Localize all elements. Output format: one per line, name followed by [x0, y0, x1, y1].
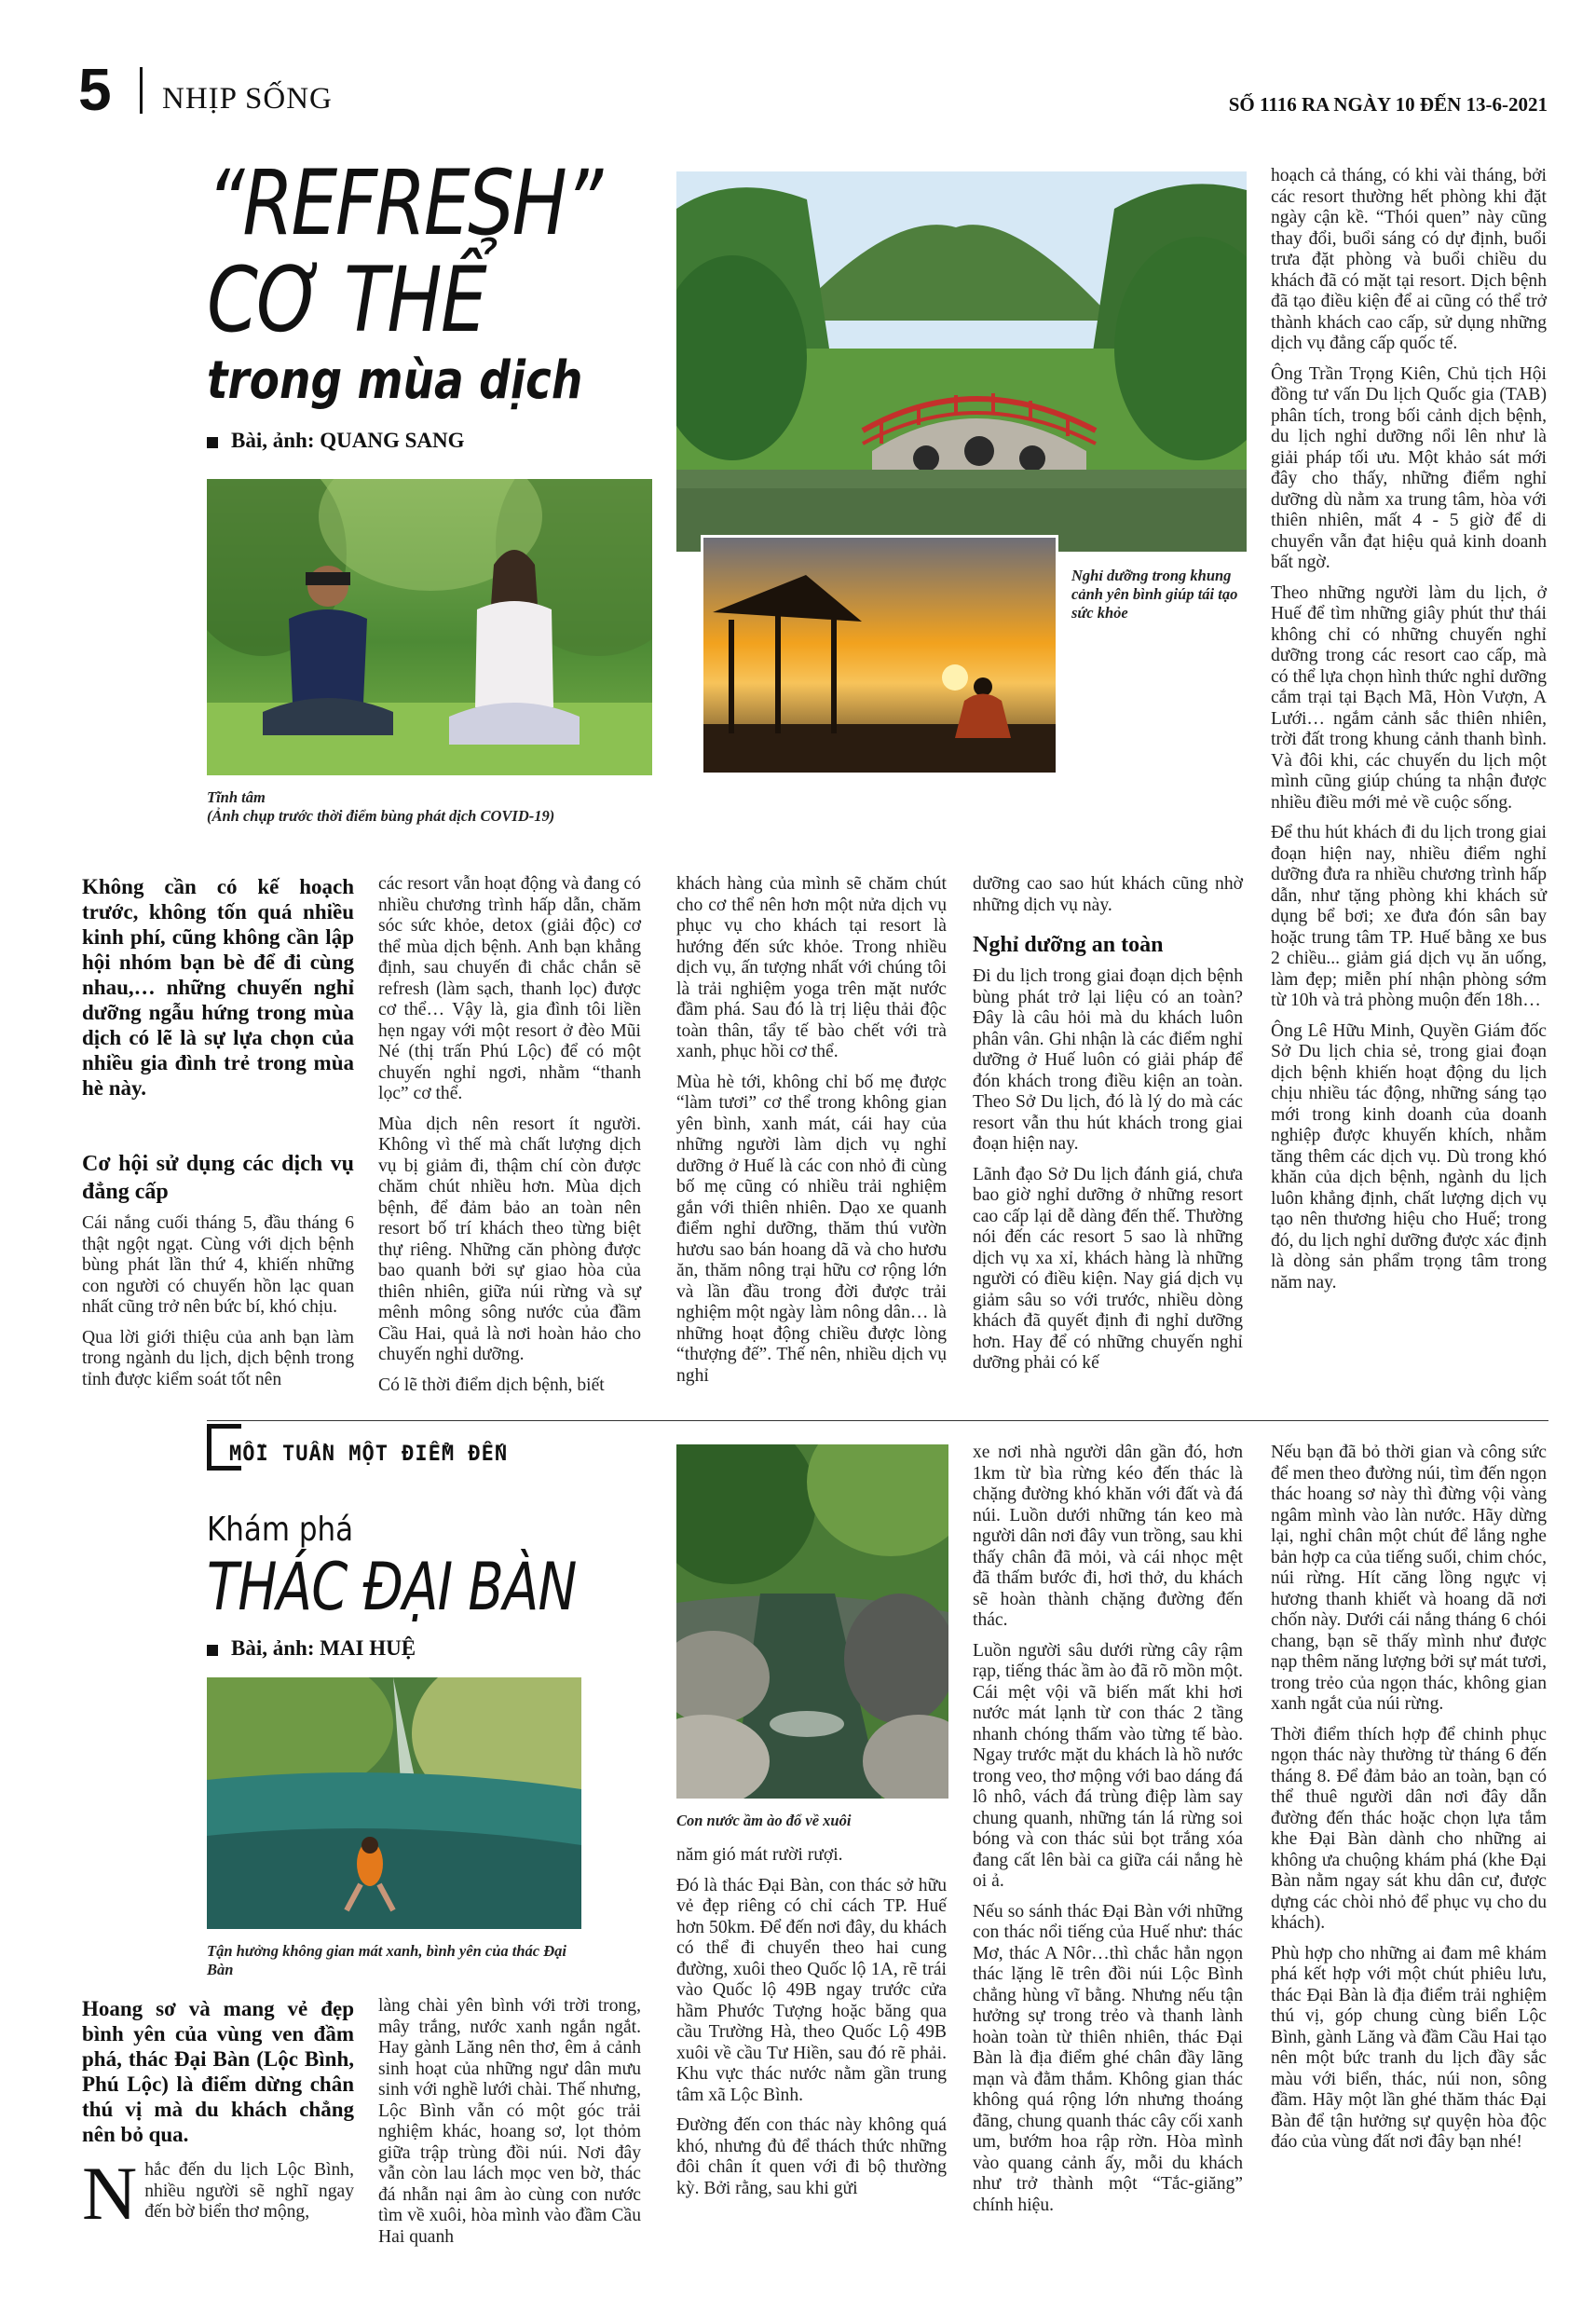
caption-stream: Con nước ầm ào đổ về xuôi — [676, 1812, 852, 1829]
byline-square-icon — [207, 1645, 218, 1656]
dropcap: N — [82, 2151, 138, 2236]
article2-column-2: làng chài yên bình với trời trong, mây trắng, nước xanh ngắn ngắt. Hay gành Lăng nên thơ, êm ả cảnh sinh hoạt của những ngư dân mưu sinh với nghề lưới chài. Thế nhưng, Lộc Bình vẫn có một góc trải nghiệm khác, hoang sơ, lọt thỏm giữa trập trùng đồi núi. Nơi đây vẫn còn lau lách mọc ven bờ, thác đá nhẫn nại âm ào cùng con nước tìm về xuôi, hòa mình vào đầm Cầu Hai quanh — [378, 1996, 641, 2247]
article1-lead: Không cần có kế hoạch trước, không tốn quá nhiều kinh phí, cũng không cần lập hội nhóm bạn bè để đi cùng nhau,… những chuyến nghỉ dưỡng ngẫu hứng trong mùa dịch có lẽ là sự lựa chọn của nhiều gia đình trẻ trong mùa hè này. — [82, 875, 354, 1100]
photo-swimming — [207, 1677, 581, 1929]
byline-square-icon — [207, 437, 218, 448]
subhead-dich-vu-dang-cap: Cơ hội sử dụng các dịch vụ đẳng cấp — [82, 1152, 354, 1204]
article1-column-4: dưỡng cao sao hút khách cũng nhờ những dịch vụ này. Nghỉ dưỡng an toàn Đi du lịch trong giai đoạn dịch bệnh bùng phát trở lại liệu có an toàn? Đây là câu hỏi mà du khách luôn phân vân. Ghi nhận là các điểm nghỉ dưỡng ở Huế luôn có giải pháp để đón khách trong điều kiện an toàn. Theo Sở Du lịch, đó là lý do mà các resort vẫn thu hút khách trong giai đoạn hiện nay. Lãnh đạo Sở Du lịch đánh giá, chưa bao giờ nghỉ dưỡng ở những resort cao cấp lại dễ dàng đến thế. Thường nói đến các resort 5 sao là những dịch vụ xa xỉ, khách hàng là những người có điều kiện. Nay giá dịch vụ giảm sâu so với trước, nhiều dòng khách đã quyết định đi nghỉ dưỡng hơn. Hay để có những chuyến nghỉ dưỡng phải có kế — [973, 874, 1243, 1373]
title-line-co-the: CƠ THỂ — [207, 248, 486, 352]
caption-swimming: Tận hưởng không gian mát xanh, bình yên của thác Đại Bàn — [207, 1942, 566, 1978]
article1-column-5: hoạch cả tháng, có khi vài tháng, bởi các resort thường hết phòng khi đặt ngày cận kề. “Thói quen” này cũng thay đổi, buổi sáng có dự định, buổi trưa đặt phòng và buổi chiều du khách đã có mặt tại resort. Dịch bệnh đã tạo điều kiện để ai cũng có thể trở thành khách cao cấp, sử dụng những dịch vụ đẳng cấp quốc tế. Ông Trần Trọng Kiên, Chủ tịch Hội đồng tư vấn Du lịch Quốc gia (TAB) phân tích, trong bối cảnh dịch bệnh, du lịch nghỉ dưỡng nổi lên như là giải pháp tối ưu. Một khảo sát mới đây cho thấy, những điểm nghỉ dưỡng dù nằm xa trung tâm, hòa với thiên nhiên, mất 4 - 5 giờ để di chuyển vẫn đạt hiệu quả kinh doanh bất ngờ. Theo những người làm du lịch, ở Huế để tìm những giây phút thư thái không chỉ có những chuyến nghỉ dưỡng trong các resort cao cấp, mà có thể lựa chọn hình thức nghỉ dưỡng cắm trại tại Bạch Mã, Hòn Vượn, A Lưới… ngắm cảnh sắc thiên nhiên, trời đất trong khung cảnh thanh bình. Và đôi khi, các chuyến du lịch một mình cũng giúp chúng ta nhận được nhiều điều mới mẻ về cuộc sống. Để thu hút khách đi du lịch trong giai đoạn hiện nay, nhiều điểm nghỉ dưỡng đưa ra nhiều chương trình hấp dẫn, như tặng phòng khi khách sử dụng bể bơi; xe đưa đón sân bay hoặc trung tâm TP. Huế bằng xe bus 2 chiều... giảm giá dịch vụ ăn uống, làm đẹp; miễn phí nhận phòng sớm từ 10h và trả phòng muộn đến 18h… Ông Lê Hữu Minh, Quyền Giám đốc Sở Du lịch chia sẻ, trong giai đoạn dịch bệnh khiến hoạt động du lịch chịu nhiều tác động, những sáng tạo mới trong kinh doanh của doanh nghiệp được khuyến khích, nhằm tăng thêm các dịch vụ. Dù trong khó khăn của dịch bệnh, ngành du lịch luôn khẳng định, chất lượng dịch vụ tạo nên thương hiệu cho Huế; trong đó, du lịch nghỉ dưỡng được xác định là dòng sản phẩm trọng tâm trong năm nay. — [1271, 166, 1547, 1293]
article2-column-3: năm gió mát rười rượi. Đó là thác Đại Bàn, con thác sở hữu vẻ đẹp riêng có chỉ cách TP. Huế hơn 50km. Để đến nơi đây, du khách có thể đi chuyển theo hai cung đường, xuôi theo Quốc lộ 1A, rẽ trái vào Quốc lộ 49B ngay trước cửa hầm Phước Tượng hoặc băng qua cầu Trường Hà, theo Quốc Lộ 49B xuôi về cầu Tư Hiền, sau đó rẽ phải. Khu vực thác nước nằm gần trung tâm xã Lộc Bình. Đường đến con thác này không quá khó, nhưng đủ để thách thức những đôi chân ít quen với đi bộ thường kỳ. Bởi rằng, sau khi gửi — [676, 1845, 947, 2198]
page-header — [0, 0, 1596, 130]
title-line-mua-dich: trong mùa dịch — [207, 350, 583, 411]
byline: Bài, ảnh: QUANG SANG — [207, 429, 464, 453]
section-name: NHỊP SỐNG — [162, 82, 333, 116]
article-title — [207, 151, 673, 412]
article2-title — [207, 1510, 673, 1623]
caption-resort: Nghỉ dưỡng trong khung cảnh yên bình giúp tái tạo sức khỏe — [1071, 567, 1238, 622]
subhead-nghi-duong-an-toan: Nghỉ dưỡng an toàn — [973, 933, 1164, 957]
photo-resort-bridge — [676, 171, 1247, 552]
title-kham-pha: Khám phá — [207, 1511, 354, 1549]
photo-yoga — [207, 479, 652, 775]
title-thac-dai-ban: THÁC ĐẠI BÀN — [207, 1549, 577, 1625]
article1-column-1: Cơ hội sử dụng các dịch vụ đẳng cấp Cái nắng cuối tháng 5, đầu tháng 6 thật ngột ngạt. Cùng với dịch bệnh bùng phát lần thứ 4, khiến những con người có chuyến hồn lạc quan nhất cũng trở nên bức bí, khó chịu. Qua lời giới thiệu của anh bạn làm trong ngành du lịch, dịch bệnh trong tỉnh được kiểm soát tốt nên — [82, 1152, 354, 1389]
page-number: 5 — [78, 56, 112, 123]
title-line-refresh: “REFRESH” — [207, 151, 601, 255]
article1-column-3: khách hàng của mình sẽ chăm chút cho cơ thể nên hơn một nửa dịch vụ phục vụ cho khách tại resort là hướng đến sức khỏe. Trong nhiều dịch vụ, ấn tượng nhất với chúng tôi là trải nghiệm yoga trên mặt nước đầm phá. Sau đó là trị liệu thải độc toàn thân, tẩy tế bào chết với trà xanh, phục hồi cơ thể. Mùa hè tới, không chỉ bố mẹ được “làm tươi” cơ thể trong không gian yên bình, xanh mát, cái hay của những người làm dịch vụ nghỉ dưỡng ở Huế là các con nhỏ đi cùng bố mẹ cũng có nhiều trải nghiệm gắn với thiên nhiên. Dạo xe quanh điểm nghỉ dưỡng, thăm thú vườn hươu sao bán hoang dã và cho hươu ăn, thăm nông trại hữu cơ rộng lớn và lần đầu trong đời được trải nghiệm một ngày làm nông dân… là những hoạt động chiều được lòng “thượng đế”. Thế nên, nhiều dịch vụ nghỉ — [676, 874, 947, 1386]
article2-column-4: xe nơi nhà người dân gần đó, hơn 1km từ bìa rừng kéo đến thác là chặng đường khó khăn với đất và đá núi. Luồn dưới những tán keo mà người dân nơi đây vun trồng, sau khi thấy chân đã mỏi, và cái nhọc mệt đã thấm bước đi, hơi thở, du khách sẽ hoàn thành chặng đường đến thác. Luồn người sâu dưới rừng cây rậm rạp, tiếng thác ầm ào đã rõ mồn một. Cái mệt vội vã biến mất khi hơi nước mát lạnh từ con thác 2 tầng nhanh chóng thấm vào từng tế bào. Ngay trước mặt du khách là hồ nước trong veo, thơ mộng với bao dáng đá lô nhô, vách đá trùng điệp làm say chung quanh, những tán lá rừng soi bóng và con thác sủi bọt trắng xóa đang cất lên bài ca giữa cái nắng hè oi ả. Nếu so sánh thác Đại Bàn với những con thác nổi tiếng của Huế như: thác Mơ, thác A Nôr…thì chắc hẳn ngọn thác lặng lẽ trên đồi núi Lộc Bình chẳng hùng vĩ bằng. Nhưng nếu tận hưởng sự trong trẻo và thanh lành hoàn toàn từ thiên nhiên, thác Đại Bàn là địa điểm ghé chân đầy lãng mạn và đằm thắm. Không gian thác không quá rộng lớn nhưng thoáng đãng, chung quanh thác cây cối xanh um, bướm hoa rập rờn. Hòa mình vào quang cảnh ấy, mỗi du khách như trở thành một “Tắc-giăng” chính hiệu. — [973, 1443, 1243, 2215]
article2-column-1: Nhắc đến du lịch Lộc Bình, nhiều người sẽ nghĩ ngay đến bờ biển thơ mộng, — [82, 2151, 354, 2236]
photo-sunset — [701, 535, 1058, 775]
photo-stream — [676, 1444, 948, 1799]
section-divider — [207, 1420, 1548, 1421]
article2-lead: Hoang sơ và mang vẻ đẹp bình yên của vùng ven đầm phá, thác Đại Bàn (Lộc Bình, Phú Lộc) là điểm dừng chân thú vị mà du khách chẳng nên bỏ qua. — [82, 1997, 354, 2146]
article2-column-5: Nếu bạn đã bỏ thời gian và công sức để men theo đường núi, tìm đến ngọn thác hoang sơ này thì đừng vội vàng ngâm mình vào làn nước. Hãy dừng lại, nghỉ chân một chút để lắng nghe bản hợp ca của tiếng suối, chim chóc, núi rừng. Hít căng lồng ngực vị hương thanh khiết và hoang dã nơi chốn này. Dưới cái nắng tháng 6 chói chang, bạn sẽ thấy mình như được nạp thêm năng lượng bởi sự mát tươi, trong trẻo của ngọn thác, không gian xanh ngắt của núi rừng. Thời điểm thích hợp để chinh phục ngọn thác này thường từ tháng 6 đến tháng 8. Để đảm bảo an toàn, bạn có thể thuê người dân nơi đây dẫn đường đến thác hoặc chọn lựa tắm khe Đại Bàn dành cho những ai không ưa chuộng khám phá (khe Đại Bàn nằm ngay sát khu dân cư, được dựng các chòi nhỏ để phục vụ cho du khách). Phù hợp cho những ai đam mê khám phá kết hợp với một chút phiêu lưu, thác Đại Bàn là địa điểm trải nghiệm thú vị, góp chung cùng biển Lộc Bình, gành Lăng và đầm Cầu Hai tạo nên một bức tranh du lịch đầy sắc màu với biển, thác, núi non, sông đầm. Hãy một lần ghé thăm thác Đại Bàn để tận hưởng sự quyện hòa độc đáo của vùng đất nơi đây bạn nhé! — [1271, 1443, 1547, 2152]
caption-yoga: Tĩnh tâm (Ảnh chụp trước thời điểm bùng phát dịch COVID-19) — [207, 788, 555, 825]
article1-column-2: các resort vẫn hoạt động và đang có nhiều chương trình hấp dẫn, chăm sóc sức khỏe, detox (giải độc) cơ thể mùa dịch bệnh. Anh bạn khẳng định, sau chuyến đi chắc chắn sẽ refresh (làm sạch, thanh lọc) được cơ thể… Vậy là, gia đình tôi liền hẹn ngay với một resort ở đèo Mũi Né (thị trấn Phú Lộc) để có một chuyến nghỉ ngơi, nhằm “thanh lọc” cơ thể. Mùa dịch nên resort ít người. Không vì thế mà chất lượng dịch vụ bị giảm đi, thậm chí còn được chăm chút nhiều hơn. Mùa dịch bệnh, để đảm bảo an toàn nên resort bố trí khách theo từng biệt thự riêng. Những căn phòng được bao quanh bởi sự giao hòa của thiên nhiên, giữa núi rừng và sự mênh mông sông nước của đầm Cầu Hai, quả là nơi hoàn hảo cho chuyến nghỉ dưỡng. Có lẽ thời điểm dịch bệnh, biết — [378, 874, 641, 1395]
kicker-text: MỖI TUẦN MỘT ĐIỂM ĐẾN — [229, 1443, 509, 1466]
header-divider — [140, 67, 143, 114]
issue-info: SỐ 1116 RA NGÀY 10 ĐẾN 13-6-2021 — [1228, 93, 1548, 116]
article2-byline: Bài, ảnh: MAI HUỆ — [207, 1636, 416, 1661]
